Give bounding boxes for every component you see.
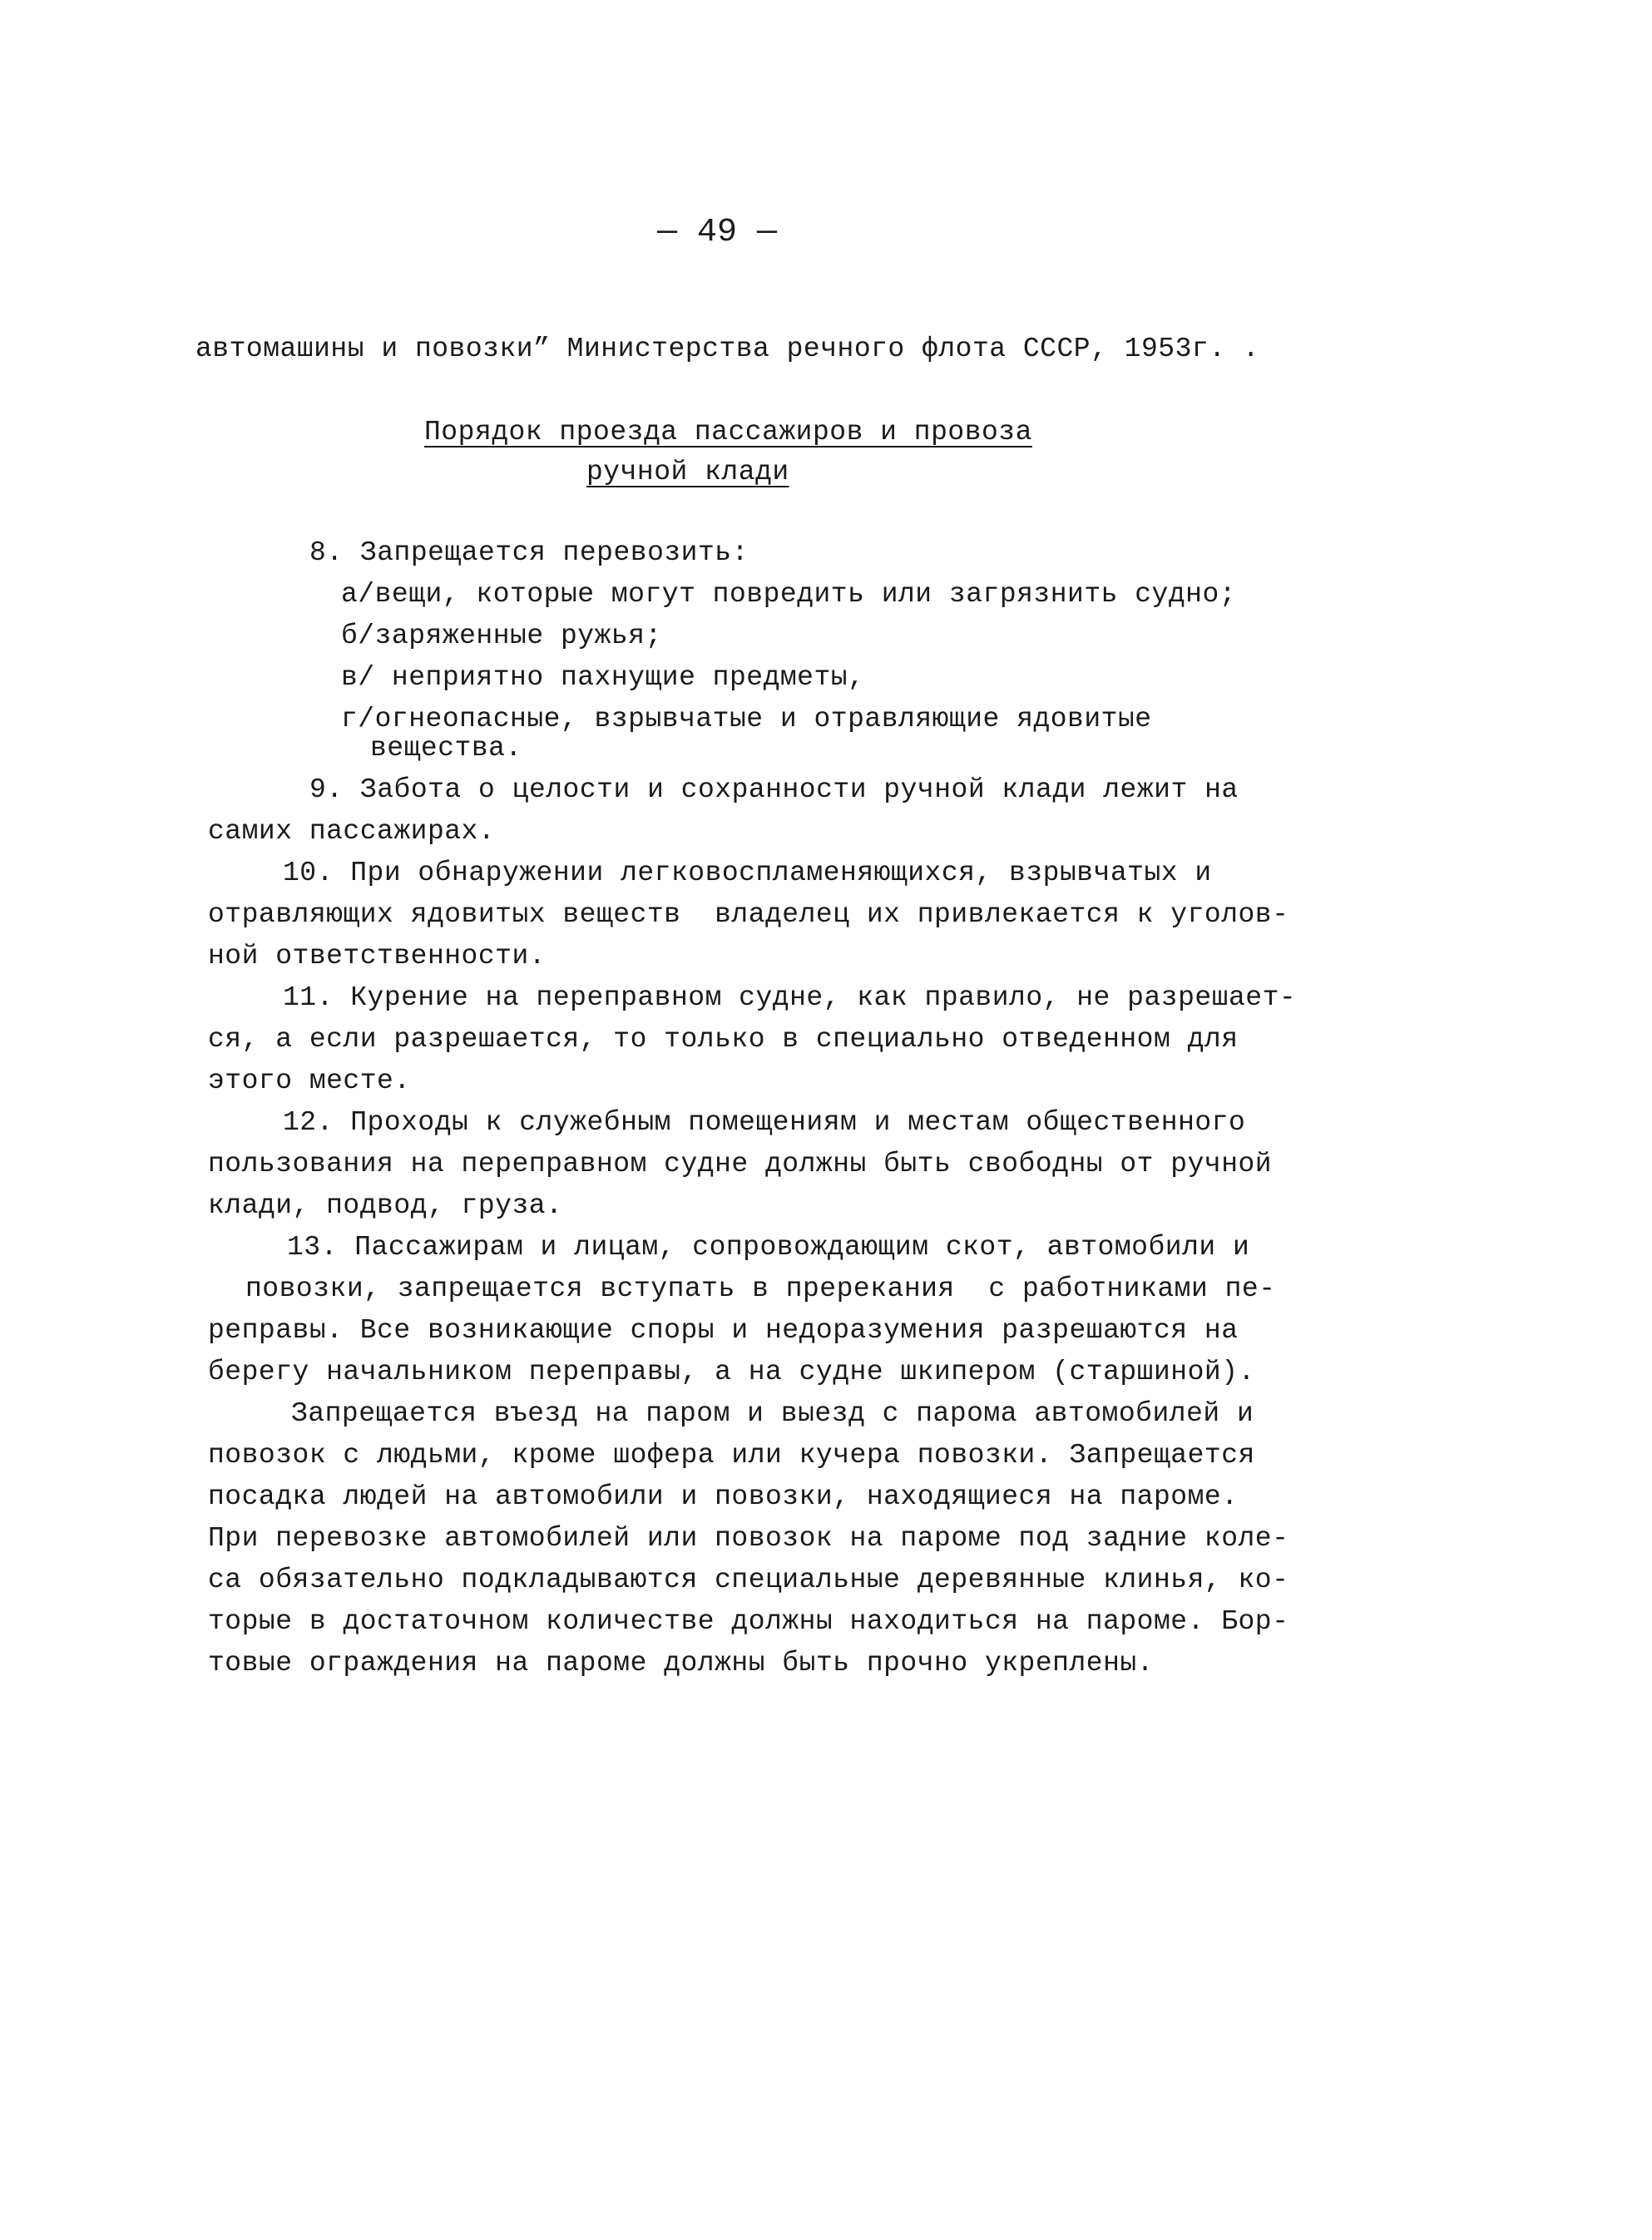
intro-line: автомашины и повозки” Министерства речного флота СССР, 1953г. . bbox=[195, 334, 1260, 364]
item13-line2: повозки, запрещается вступать в пререкания с работниками пе- bbox=[245, 1273, 1276, 1304]
item8-c: в/ неприятно пахнущие предметы, bbox=[341, 662, 865, 693]
item10-line2: отравляющих ядовитых веществ владелец их привлекается к уголов- bbox=[208, 899, 1289, 930]
final-paragraph-line6: торые в достаточном количестве должны находиться на пароме. Бор- bbox=[208, 1606, 1289, 1637]
item11-line2: ся, а если разрешается, то только в специально отведенном для bbox=[208, 1024, 1239, 1055]
item9-line2: самих пассажирах. bbox=[208, 816, 496, 847]
item12-line1: 12. Проходы к служебным помещениям и местам общественного bbox=[283, 1107, 1246, 1138]
final-paragraph-line3: посадка людей на автомобили и повозки, находящиеся на пароме. bbox=[208, 1481, 1239, 1512]
item8-b: б/заряженные ружья; bbox=[341, 621, 662, 651]
item10-line1: 10. При обнаружении легковоспламеняющихся, взрывчатых и bbox=[283, 858, 1212, 888]
item10-line3: ной ответственности. bbox=[208, 941, 547, 972]
item13-line3: реправы. Все возникающие споры и недоразумения разрешаются на bbox=[208, 1315, 1239, 1346]
item8-d2: вещества. bbox=[370, 733, 522, 764]
page-number: — 49 — bbox=[657, 214, 778, 251]
item12-line2: пользования на переправном судне должны быть свободны от ручной bbox=[208, 1149, 1273, 1179]
item9-line1: 9. Забота о целости и сохранности ручной клади лежит на bbox=[309, 774, 1239, 805]
final-paragraph-line5: са обязательно подкладываются специальные деревянные клинья, ко- bbox=[208, 1565, 1289, 1595]
item8-a: а/вещи, которые могут повредить или загрязнить судно; bbox=[341, 579, 1237, 610]
item13-line4: берегу начальником переправы, а на судне шкипером (старшиной). bbox=[208, 1357, 1255, 1387]
item11-line1: 11. Курение на переправном судне, как правило, не разрешает- bbox=[283, 982, 1297, 1013]
item12-line3: клади, подвод, груза. bbox=[208, 1190, 563, 1221]
item8-d1: г/огнеопасные, взрывчатые и отравляющие ядовитые bbox=[341, 704, 1152, 734]
final-paragraph-line7: товые ограждения на пароме должны быть прочно укреплены. bbox=[208, 1648, 1154, 1679]
final-paragraph-line2: повозок с людьми, кроме шофера или кучера повозки. Запрещается bbox=[208, 1440, 1255, 1471]
section-title-line2: ручной клади bbox=[586, 457, 789, 487]
section-title-line1: Порядок проезда пассажиров и провоза bbox=[424, 417, 1032, 448]
item13-line1: 13. Пассажирам и лицам, сопровождающим скот, автомобили и bbox=[287, 1232, 1250, 1263]
item11-line3: этого месте. bbox=[208, 1066, 411, 1096]
final-paragraph-line4: При перевозке автомобилей или повозок на пароме под задние коле- bbox=[208, 1523, 1289, 1554]
final-paragraph-line1: Запрещается въезд на паром и выезд с парома автомобилей и bbox=[291, 1398, 1254, 1429]
item8-heading: 8. Запрещается перевозить: bbox=[309, 537, 749, 568]
